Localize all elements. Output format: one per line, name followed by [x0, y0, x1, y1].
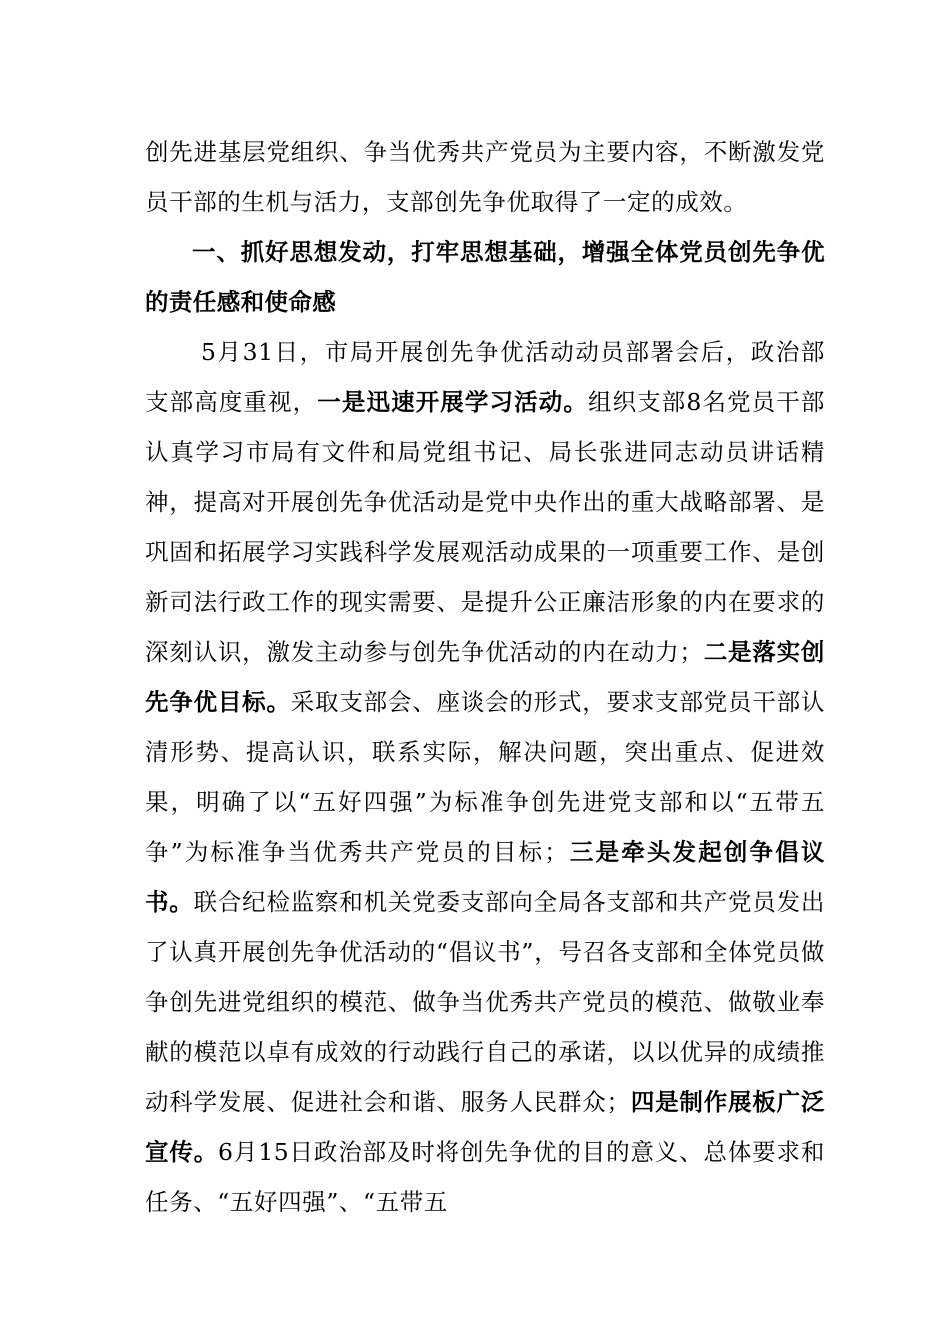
- key-point-4: 四是制作展板广泛宣传。: [145, 1088, 825, 1166]
- body-text-5: 6月15日政治部及时将创先争优的目的意义、总体要求和任务、“五好四强”、“五带五: [145, 1138, 825, 1216]
- body-text-2: 组织支部8名党员干部认真学习市局有文件和局党组书记、局长张进同志动员讲话精神，提高对开展创先争优活动是党中央作出的重大战略部署、是巩固和拓展学习实践科学发展观活动成果的一项重要工作、是创新司法行政工作的现实需要、是提升公正廉洁形象的内在要求的深刻认识，激发主动参与创先争优活动的内在动力；: [145, 388, 825, 666]
- body-text-1: 5月31日，市局开展创先争优活动动员部署会后，政治部支部高度重视，: [145, 338, 825, 416]
- key-point-3: 三是牵头发起创争倡议书。: [145, 838, 825, 916]
- body-paragraph: [145, 327, 825, 1227]
- intro-paragraph: 创先进基层党组织、争当优秀共产党员为主要内容，不断激发党员干部的生机与活力，支部创先争优取得了一定的成效。: [145, 138, 825, 216]
- body-text-3: 采取支部会、座谈会的形式，要求支部党员干部认清形势、提高认识，联系实际，解决问题，突出重点、促进效果，明确了以“五好四强”为标准争创先进党支部和以“五带五争”为标准争当优秀共产党员的目标；: [145, 688, 825, 866]
- key-point-1: 一是迅速开展学习活动。: [317, 388, 588, 416]
- key-point-2: 二是落实创先争优目标。: [145, 638, 825, 716]
- body-text-4: 联合纪检监察和机关党委支部向全局各支部和共产党员发出了认真开展创先争优活动的“倡议书”，号召各支部和全体党员做争创先进党组织的模范、做争当优秀共产党员的模范、做敬业奉献的模范以卓有成效的行动践行自己的承诺，以以优异的成绩推动科学发展、促进社会和谐、服务人民群众；: [145, 888, 825, 1116]
- document-body: [145, 127, 825, 1227]
- section-heading-1: 一、抓好思想发动，打牢思想基础，增强全体党员创先争优的责任感和使命感: [145, 238, 825, 316]
